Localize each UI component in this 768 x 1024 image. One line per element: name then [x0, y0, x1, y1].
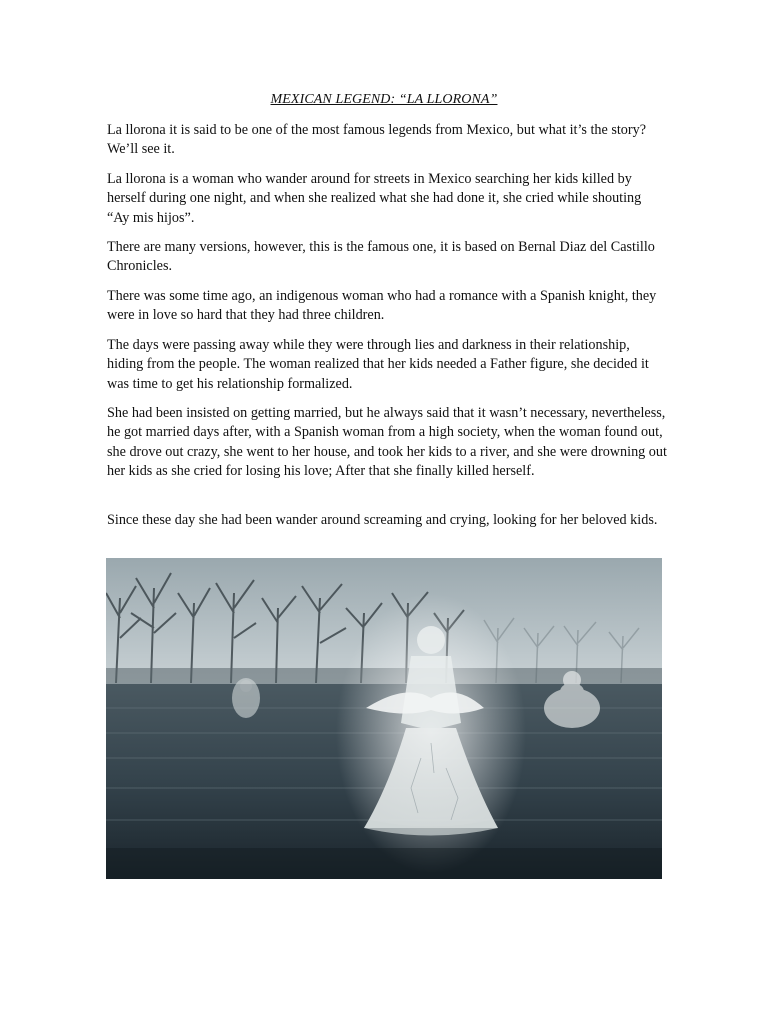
paragraph-3: There are many versions, however, this is the famous one, it is based on Bernal Diaz del Castillo Chronicles. [107, 239, 655, 275]
paragraph-6: She had been insisted on getting married, but he always said that it wasn’t necessary, nevertheless, he got married days after, with a Spanish woman from a high society, when the woman found out, she drove out crazy, she went to her house, and took her kids to a river, and she were drowning out her kids as she cried for losing his love; After that she finally killed herself. [107, 405, 667, 480]
paragraph-2: La llorona is a woman who wander around for streets in Mexico searching her kids killed by herself during one night, and when she realized what she had done it, she cried while shouting “Ay mis hijos”. [107, 171, 642, 226]
ghost-child-left [232, 678, 260, 718]
paragraph-1: La llorona it is said to be one of the most famous legends from Mexico, but what it’s the story? We’ll see it. [107, 122, 647, 158]
paragraph-4: There was some time ago, an indigenous woman who had a romance with a Spanish knight, they were in love so hard that they had three children. [107, 288, 657, 324]
paragraph-5: The days were passing away while they were through lies and darkness in their relationship, hiding from the people. The woman realized that her kids needed a Father figure, she decided it was time to get his relationship formalized. [107, 337, 649, 392]
ghost-lake-photo [106, 558, 662, 879]
ghost-woman [336, 593, 526, 873]
document-title: MEXICAN LEGEND: “LA LLORONA” [270, 92, 498, 107]
paragraph-7: Since these day she had been wander around screaming and crying, looking for her beloved kids. [107, 512, 658, 528]
